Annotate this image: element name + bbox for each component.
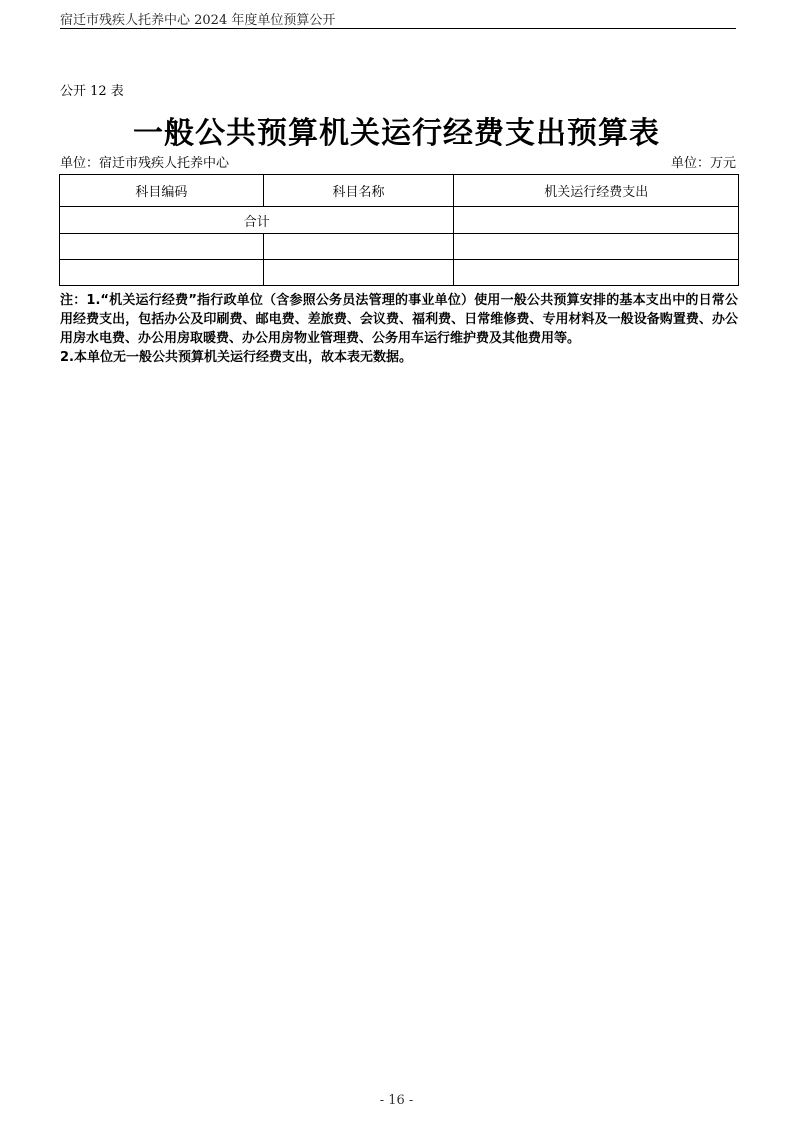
note-2: 2.本单位无一般公共预算机关运行经费支出，故本表无数据。 <box>60 350 412 365</box>
page-number: - 16 - <box>379 1093 414 1108</box>
unit-organization: 单位：宿迁市残疾人托养中心 <box>60 156 230 171</box>
notes <box>60 291 738 367</box>
note-1: 注：1.“机关运行经费”指行政单位（含参照公务员法管理的事业单位）使用一般公共预算安排的基本支出中的日常公用经费支出，包括办公及印刷费、邮电费、差旅费、会议费、福利费、日常维修费、专用材料及一般设备购置费、办公用房水电费、办公用房取暖费、办公用房物业管理费、公务用车运行维护费及其他费用等。 <box>60 293 738 346</box>
table-cell <box>454 260 739 286</box>
total-value <box>454 207 739 234</box>
budget-table <box>59 174 739 286</box>
column-header-expense: 机关运行经费支出 <box>454 175 739 207</box>
unit-currency: 单位：万元 <box>670 156 736 171</box>
total-label: 合计 <box>60 207 454 234</box>
header-rule <box>60 28 736 29</box>
table-total-row <box>60 207 739 234</box>
table-cell <box>60 260 264 286</box>
table-row <box>60 260 739 286</box>
table-cell <box>454 234 739 260</box>
table-row <box>60 234 739 260</box>
column-header-name: 科目名称 <box>263 175 454 207</box>
table-cell <box>60 234 264 260</box>
table-header-row <box>60 175 739 207</box>
table-cell <box>263 260 454 286</box>
table-cell <box>263 234 454 260</box>
page-title: 一般公共预算机关运行经费支出预算表 <box>133 116 660 151</box>
table-number: 公开 12 表 <box>60 84 124 99</box>
running-header: 宿迁市残疾人托养中心 2024 年度单位预算公开 <box>60 13 336 28</box>
column-header-code: 科目编码 <box>60 175 264 207</box>
